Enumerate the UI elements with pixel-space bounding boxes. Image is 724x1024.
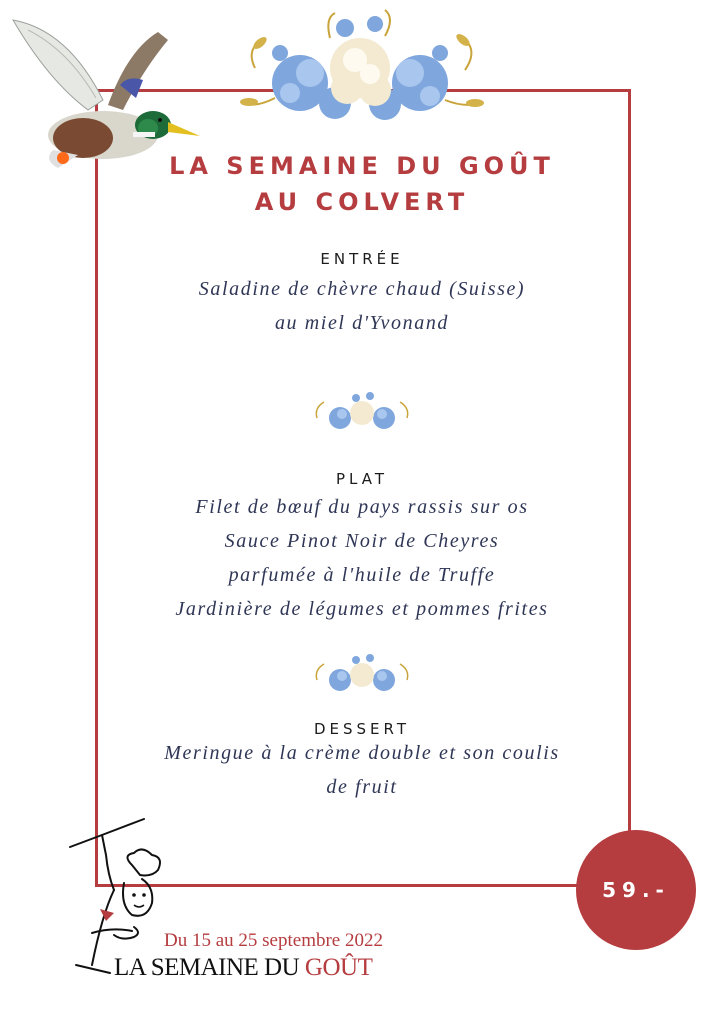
dish-dessert	[0, 736, 724, 804]
dish-plat	[0, 490, 724, 626]
menu-title	[0, 148, 724, 220]
section-heading-plat: PLAT	[335, 470, 388, 488]
section-heading-entree: ENTRÉE	[320, 250, 404, 268]
price-badge	[576, 830, 696, 950]
dish-line: Sauce Pinot Noir de Cheyres	[224, 530, 500, 552]
price-value: 59.-	[602, 878, 670, 902]
hydrangea-bouquet-icon	[312, 650, 412, 696]
hydrangea-bouquet-icon	[235, 8, 485, 123]
footer-dates: Du 15 au 25 septembre 2022	[164, 930, 383, 951]
chef-logo-icon	[62, 815, 172, 975]
footer-brand	[114, 954, 372, 982]
dish-line: parfumée à l'huile de Truffe	[228, 564, 496, 586]
dish-line: au miel d'Yvonand	[274, 312, 450, 334]
dish-line: Meringue à la crème double et son coulis	[164, 742, 560, 764]
section-heading-dessert: DESSERT	[313, 720, 411, 738]
dish-line: Filet de bœuf du pays rassis sur os	[195, 496, 529, 518]
dish-line: de fruit	[326, 776, 398, 798]
footer-brand-accent: GOÛT	[304, 954, 373, 981]
mallard-duck-icon	[8, 10, 208, 170]
menu-title-line1: LA SEMAINE DU GOÛT	[169, 152, 555, 180]
menu-title-line2: AU COLVERT	[254, 188, 470, 216]
hydrangea-bouquet-icon	[312, 388, 412, 434]
dish-line: Jardinière de légumes et pommes frites	[175, 598, 549, 620]
footer-brand-main: LA SEMAINE DU	[114, 954, 305, 981]
dish-entree	[0, 272, 724, 340]
dish-line: Saladine de chèvre chaud (Suisse)	[198, 278, 526, 300]
